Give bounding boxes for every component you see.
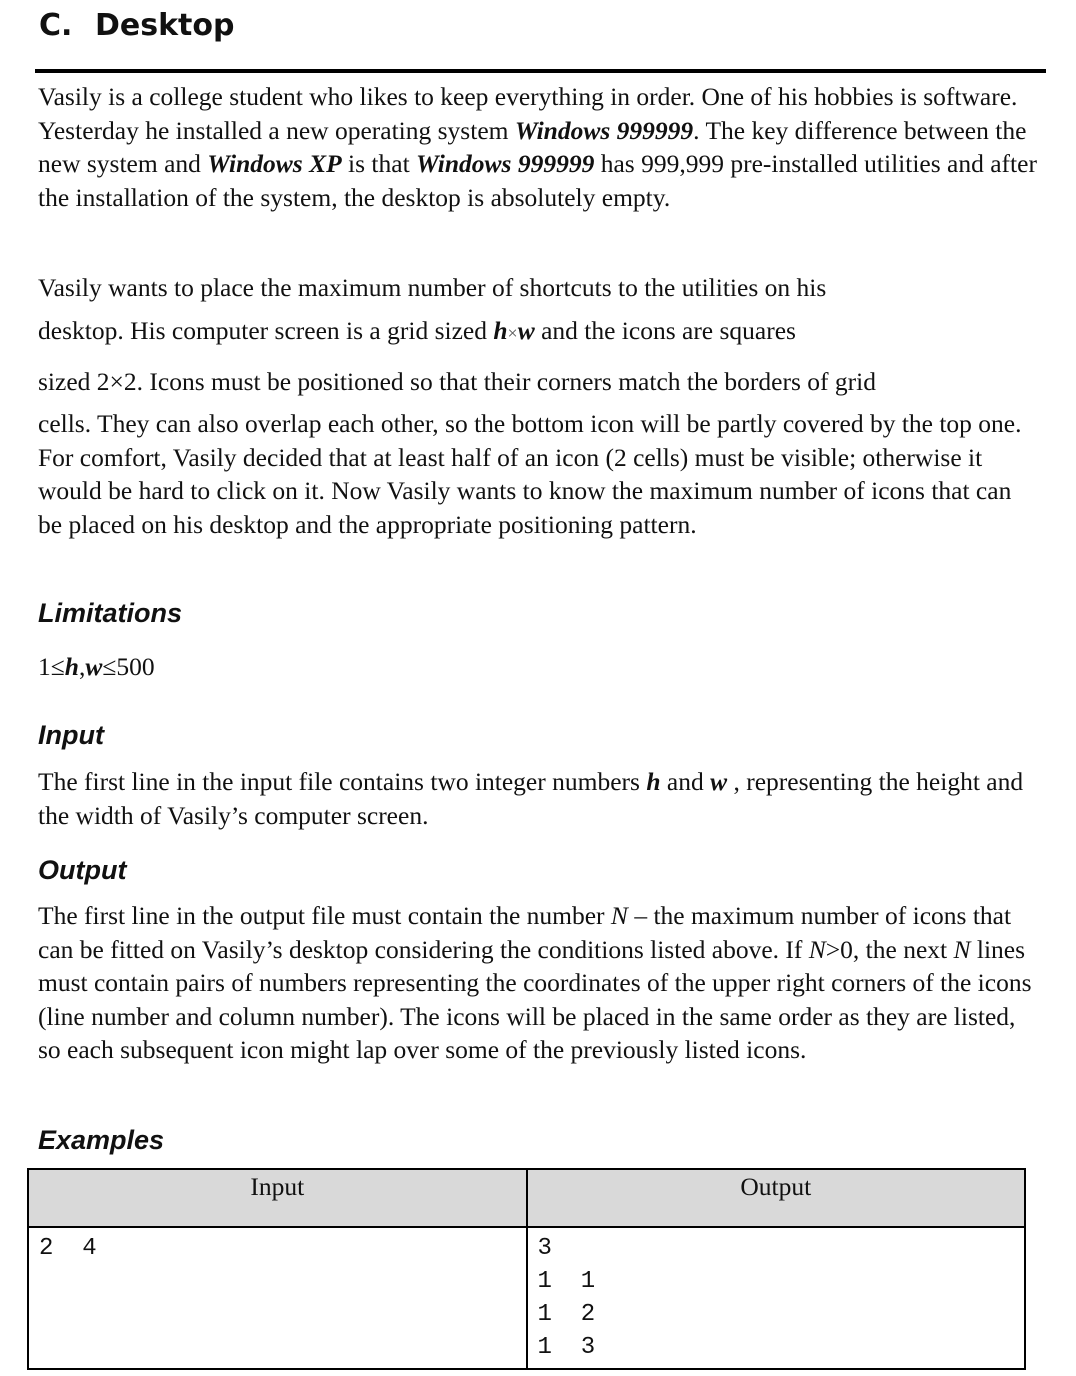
example-output-cell: 3 1 1 1 2 1 3 bbox=[527, 1227, 1026, 1369]
heading-rule bbox=[35, 69, 1046, 73]
limitations-heading: Limitations bbox=[38, 598, 183, 628]
limitations-formula bbox=[38, 652, 155, 682]
var-h: h bbox=[493, 316, 508, 345]
examples-table bbox=[27, 1168, 1026, 1370]
lim-w: w bbox=[85, 652, 103, 681]
examples-header-row bbox=[28, 1169, 1025, 1227]
problem-title: Desktop bbox=[95, 8, 235, 43]
lim-le-1: ≤ bbox=[50, 652, 65, 681]
input-var-h: h bbox=[646, 767, 661, 796]
lim-min: 1 bbox=[38, 652, 51, 681]
output-text-3: >0, the next bbox=[825, 934, 954, 964]
examples-row bbox=[28, 1227, 1025, 1369]
output-text-2: – the maximum number of icons that can be fitted on Vasily’s desktop considering the conditions listed above. If bbox=[38, 901, 1012, 964]
example-input-cell: 2 4 bbox=[28, 1227, 527, 1369]
var-n-3: N bbox=[953, 934, 971, 964]
os-name-new-2: Windows 999999 bbox=[416, 149, 595, 178]
input-text-1: The first line in the input file contains two integer numbers bbox=[38, 767, 647, 796]
input-heading: Input bbox=[38, 720, 104, 750]
col-input-header: Input bbox=[28, 1169, 527, 1227]
input-text bbox=[38, 765, 1038, 832]
output-text bbox=[38, 899, 1038, 1067]
squares-text: and the icons are squares bbox=[534, 316, 796, 345]
output-text-4: lines must contain pairs of numbers representing the coordinates of the upper right corners of the icons (line number and column number). The icons will be placed in the same order as they are listed, so each subsequent icon might lap over some of the previously listed icons. bbox=[38, 934, 1032, 1064]
output-text-1: The first line in the output file must contain the number bbox=[38, 901, 611, 930]
times-sign: × bbox=[507, 323, 518, 343]
var-n-1: N bbox=[610, 901, 628, 930]
paragraph2-line1: Vasily wants to place the maximum number of shortcuts to the utilities on his bbox=[38, 273, 827, 302]
os-name-old: Windows XP bbox=[207, 149, 342, 178]
intro-text-1: Vasily is a college student who likes to keep everything in order. One of his hobbies is software. Yesterday he installed a new operating system bbox=[38, 82, 1018, 145]
intro-text-3: is that bbox=[341, 149, 417, 178]
output-heading: Output bbox=[38, 855, 127, 885]
paragraph-intro bbox=[38, 80, 1038, 214]
paragraph2-line3: sized 2×2. Icons must be positioned so that their corners match the borders of grid bbox=[38, 367, 876, 396]
var-w: w bbox=[517, 316, 535, 345]
os-name-new: Windows 999999 bbox=[514, 115, 694, 145]
intro-text-2: . The key difference between the new system and bbox=[38, 115, 1027, 178]
examples-heading: Examples bbox=[38, 1125, 165, 1155]
lim-h: h bbox=[64, 652, 79, 681]
lim-comma: , bbox=[78, 652, 86, 681]
problem-letter: C. bbox=[39, 8, 73, 43]
col-output-header: Output bbox=[527, 1169, 1026, 1227]
input-var-w: w bbox=[710, 767, 728, 796]
paragraph2-rest: cells. They can also overlap each other, so the bottom icon will be partly covered by the top one. For comfort, Vasily decided that at least half of an icon (2 cells) must be visible; otherwise it would be hard to click on it. Now Vasily wants to know the maximum number of icons that can be placed on his desktop and the appropriate positioning pattern. bbox=[38, 409, 1022, 539]
input-text-2: and bbox=[660, 767, 711, 796]
lim-max: 500 bbox=[116, 652, 155, 681]
intro-text-4: has 999,999 pre-installed utilities and after the installation of the system, the desktop is absolutely empty. bbox=[38, 149, 1037, 212]
paragraph2-line2 bbox=[38, 316, 796, 346]
input-text-3: , representing the height and the width of Vasily’s computer screen. bbox=[38, 767, 1024, 830]
problem-heading bbox=[39, 8, 234, 43]
var-n-2: N bbox=[808, 934, 826, 964]
lim-le-2: ≤ bbox=[102, 652, 117, 681]
grid-text: desktop. His computer screen is a grid sized bbox=[38, 316, 494, 345]
